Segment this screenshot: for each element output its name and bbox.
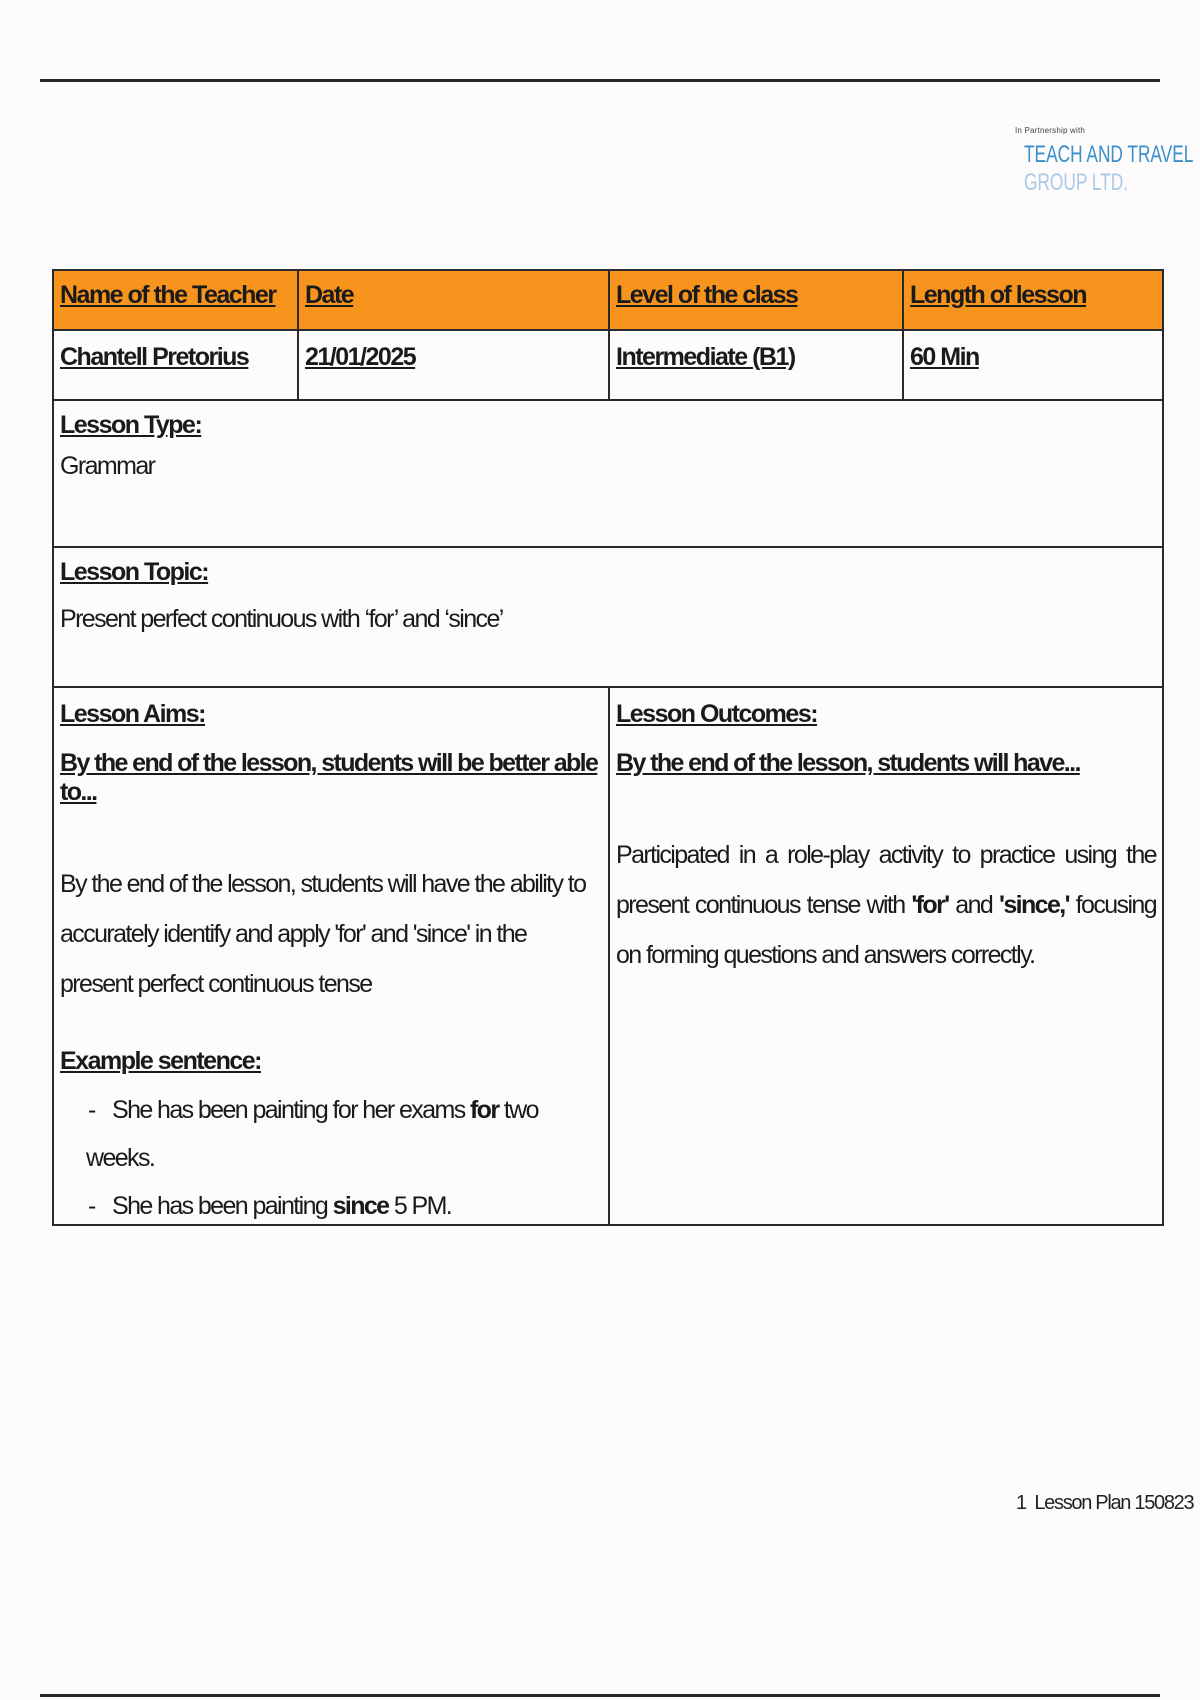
top-rule [40,79,1160,82]
values-row [54,331,1162,401]
lesson-outcomes-cell [610,688,1162,1224]
lesson-plan-table [52,269,1164,1226]
lesson-aims-cell [54,688,610,1224]
example-list [60,1086,602,1224]
page-footer [1016,1492,1193,1515]
example-text: She has been painting since 5 PM. [112,1192,452,1220]
bullet-dash-icon: - [88,1096,95,1124]
length-header: Length of lesson [910,281,1086,309]
level-header: Level of the class [610,271,904,329]
teach-and-travel-logo [1012,126,1194,226]
lesson-topic-value: Present perfect continuous with ‘for’ and ‘since’ [60,605,503,633]
lesson-type-row [54,401,1162,548]
lesson-topic-cell [54,548,1162,686]
lesson-aims-label: Lesson Aims: [60,700,206,728]
lesson-type-cell [54,401,1162,546]
example-text: She has been painting for her exams for two weeks. [86,1096,538,1172]
aims-outcomes-row [54,688,1162,1224]
lesson-outcomes-subheading: By the end of the lesson, students will have... [616,749,1080,777]
document-name: Lesson Plan 150823 [1034,1492,1194,1514]
lesson-topic-label: Lesson Topic: [60,558,209,586]
level-value: Intermediate (B1) [610,331,904,399]
lesson-type-value: Grammar [60,452,155,480]
logo-line-2: GROUP LTD. [1024,169,1129,196]
date-value: 21/01/2025 [299,331,610,399]
bottom-rule [40,1694,1160,1697]
teacher-header: Name of the Teacher [54,271,299,329]
logo-partner-text: In Partnership with [1015,126,1086,135]
example-sentence-label: Example sentence: [60,1047,261,1075]
page-number: 1 [1016,1492,1026,1514]
list-item [60,1182,602,1224]
list-item [60,1086,602,1182]
lesson-aims-subheading: By the end of the lesson, students will be better able to... [60,749,598,806]
header-row [54,271,1162,331]
date-header: Date [299,271,610,329]
lesson-aims-text: By the end of the lesson, students will have the ability to accurately identify and apply 'for' and 'since' in the present perfect continuous tense [60,870,586,998]
lesson-topic-row [54,548,1162,688]
logo-line-1: TEACH AND TRAVEL [1024,141,1194,168]
lesson-outcomes-text: Participated in a role-play activity to practice using the present continuous tense with 'for' and 'since,' focusing on forming questions and answers correctly. [616,841,1157,969]
lesson-outcomes-label: Lesson Outcomes: [616,700,818,728]
teacher-value: Chantell Pretorius [54,331,299,399]
lesson-type-label: Lesson Type: [60,411,202,439]
bullet-dash-icon: - [88,1192,95,1220]
length-value: 60 Min [910,343,979,371]
